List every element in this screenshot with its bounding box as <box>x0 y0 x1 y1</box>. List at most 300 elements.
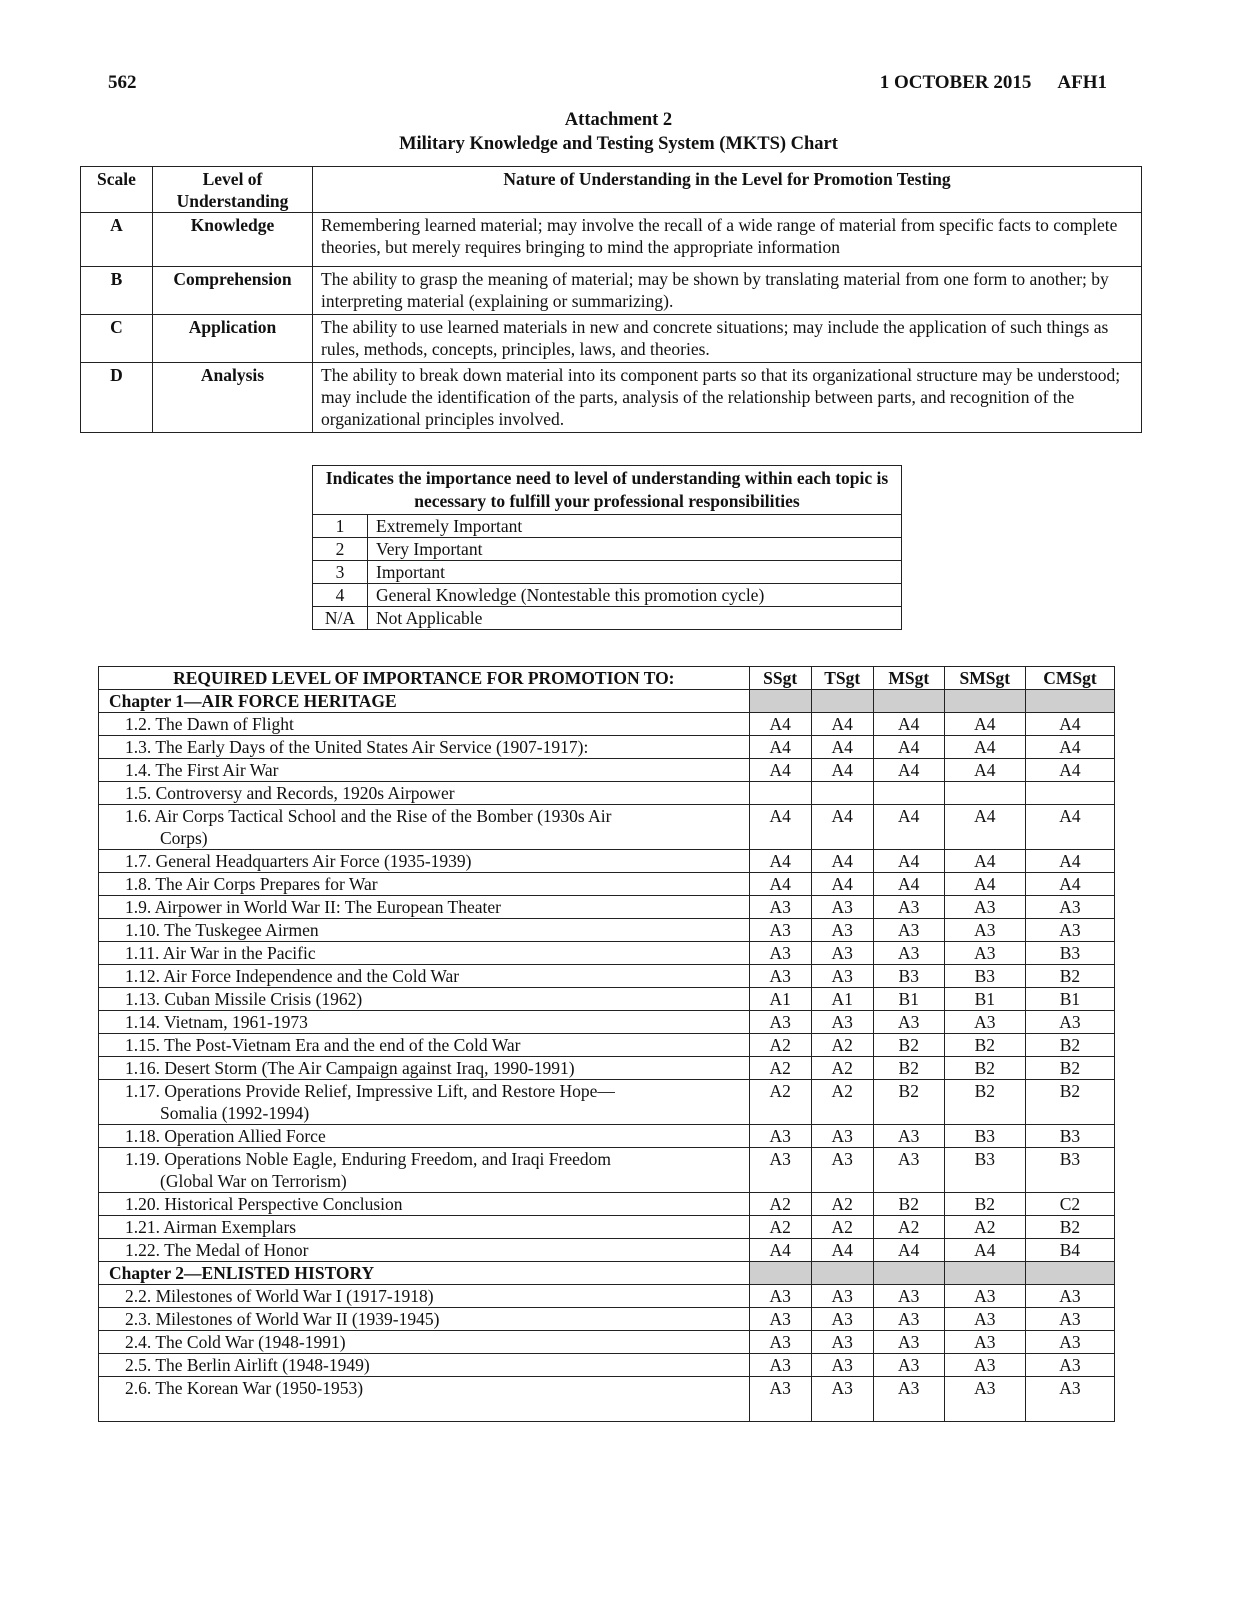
page-header <box>108 72 1107 98</box>
level-value: A3 <box>811 965 873 988</box>
topic-cell <box>99 1377 750 1422</box>
level-value: A3 <box>944 1331 1025 1354</box>
level-value: A4 <box>873 805 944 850</box>
level-value: A3 <box>1025 896 1114 919</box>
topic-title: The Medal of Honor <box>164 1240 309 1260</box>
topic-cell <box>99 1057 750 1080</box>
level-value: A3 <box>944 1011 1025 1034</box>
level-value: B1 <box>1025 988 1114 1011</box>
level-value: B2 <box>1025 1057 1114 1080</box>
topic-title: Air Force Independence and the Cold War <box>163 966 460 986</box>
header-smsgt: SMSgt <box>944 667 1025 690</box>
level-value: A3 <box>873 1148 944 1193</box>
level-value: B3 <box>1025 1125 1114 1148</box>
topic-number: 1.19. <box>125 1149 160 1169</box>
level-value: A4 <box>873 736 944 759</box>
topic-title-continued: Corps) <box>160 828 208 848</box>
level-value: A3 <box>1025 1011 1114 1034</box>
level-value: A4 <box>811 805 873 850</box>
chapter-shaded-cell <box>811 690 873 713</box>
level-value: A2 <box>749 1057 811 1080</box>
level-value: B2 <box>944 1080 1025 1125</box>
importance-label: Extremely Important <box>368 515 902 538</box>
topic-number: 1.8. <box>125 874 152 894</box>
level-value: A4 <box>1025 850 1114 873</box>
level-value: B2 <box>944 1057 1025 1080</box>
level-value <box>749 782 811 805</box>
scale-table <box>80 166 1142 433</box>
level-value: B1 <box>873 988 944 1011</box>
topic-title: Operations Provide Relief, Impressive Lift, and Restore Hope— <box>164 1081 615 1101</box>
level-value: B4 <box>1025 1239 1114 1262</box>
scale-row <box>81 315 1142 363</box>
level-value: A3 <box>944 1354 1025 1377</box>
chapter-shaded-cell <box>944 1262 1025 1285</box>
importance-label: Not Applicable <box>368 607 902 630</box>
level-value: A4 <box>873 713 944 736</box>
level-value: A3 <box>811 896 873 919</box>
topic-title: General Headquarters Air Force (1935-1939) <box>155 851 472 871</box>
nature-description: Remembering learned material; may involve the recall of a wide range of material from specific facts to complete theories, but merely requires bringing to mind the appropriate information <box>313 213 1142 267</box>
level-value: A3 <box>944 1377 1025 1422</box>
level-value: A1 <box>811 988 873 1011</box>
level-value: A3 <box>811 919 873 942</box>
topic-number: 1.4. <box>125 760 152 780</box>
level-value: A2 <box>811 1034 873 1057</box>
topic-cell <box>99 1193 750 1216</box>
topic-row <box>99 759 1115 782</box>
topic-cell <box>99 713 750 736</box>
level-value: A2 <box>749 1034 811 1057</box>
level-value: A2 <box>944 1216 1025 1239</box>
level-value: A2 <box>811 1080 873 1125</box>
topic-number: 2.4. <box>125 1332 152 1352</box>
nature-description: The ability to grasp the meaning of material; may be shown by translating material from one form to another; by interpreting material (explaining or summarizing). <box>313 267 1142 315</box>
topic-title: Air War in the Pacific <box>162 943 316 963</box>
attachment-title: Attachment 2 <box>564 110 673 130</box>
level-value: A3 <box>873 1377 944 1422</box>
level-value: A4 <box>1025 759 1114 782</box>
chapter-shaded-cell <box>873 1262 944 1285</box>
level-value: A3 <box>1025 1354 1114 1377</box>
level-value: B2 <box>944 1193 1025 1216</box>
level-value: A3 <box>811 942 873 965</box>
topic-cell <box>99 988 750 1011</box>
importance-label: General Knowledge (Nontestable this promotion cycle) <box>368 584 902 607</box>
topic-title: The Cold War (1948-1991) <box>155 1332 346 1352</box>
topic-row <box>99 1285 1115 1308</box>
topic-row <box>99 782 1115 805</box>
level-value: B2 <box>873 1057 944 1080</box>
topic-title: The First Air War <box>155 760 279 780</box>
importance-row <box>313 561 902 584</box>
chapter-title: Chapter 2—ENLISTED HISTORY <box>99 1262 750 1285</box>
topic-row <box>99 1239 1115 1262</box>
required-level-table <box>98 666 1115 1422</box>
level-value: A2 <box>811 1216 873 1239</box>
level-value: A3 <box>1025 1285 1114 1308</box>
topic-number: 1.9. <box>125 897 152 917</box>
topic-number: 1.6. <box>125 806 152 826</box>
topic-number: 1.17. <box>125 1081 160 1101</box>
chapter-shaded-cell <box>749 690 811 713</box>
level-value <box>944 782 1025 805</box>
importance-code: N/A <box>313 607 368 630</box>
topic-row <box>99 1377 1115 1422</box>
topic-title: Desert Storm (The Air Campaign against Iraq, 1990-1991) <box>164 1058 575 1078</box>
topic-row <box>99 1125 1115 1148</box>
topic-row <box>99 1080 1115 1125</box>
header-right <box>854 72 1107 94</box>
topic-title: The Dawn of Flight <box>155 714 294 734</box>
topic-title: The Early Days of the United States Air Service (1907-1917): <box>155 737 589 757</box>
topic-cell <box>99 942 750 965</box>
level-value: A4 <box>1025 736 1114 759</box>
scale-row <box>81 267 1142 315</box>
level-value: A4 <box>811 713 873 736</box>
topic-cell <box>99 1354 750 1377</box>
topic-title: Cuban Missile Crisis (1962) <box>164 989 363 1009</box>
level-value: A3 <box>873 919 944 942</box>
level-value: A4 <box>749 873 811 896</box>
level-value: A3 <box>811 1377 873 1422</box>
level-value: B3 <box>944 1125 1025 1148</box>
topic-title: Operations Noble Eagle, Enduring Freedom, and Iraqi Freedom <box>164 1149 611 1169</box>
level-value: A4 <box>749 805 811 850</box>
level-value: A3 <box>811 1354 873 1377</box>
topic-title: The Post-Vietnam Era and the end of the Cold War <box>164 1035 521 1055</box>
level-value: A3 <box>873 942 944 965</box>
topic-number: 1.7. <box>125 851 152 871</box>
topic-row <box>99 1331 1115 1354</box>
level-value: A3 <box>749 896 811 919</box>
level-value: A2 <box>811 1193 873 1216</box>
level-value: A4 <box>811 759 873 782</box>
level-value: A3 <box>873 1011 944 1034</box>
level-value: A3 <box>749 1011 811 1034</box>
topic-cell <box>99 873 750 896</box>
topic-cell <box>99 1285 750 1308</box>
level-value: A3 <box>873 1331 944 1354</box>
topic-row <box>99 1057 1115 1080</box>
scale-letter: C <box>81 315 153 363</box>
level-value: A1 <box>749 988 811 1011</box>
topic-cell <box>99 1308 750 1331</box>
level-value: A4 <box>944 713 1025 736</box>
level-value: B3 <box>1025 942 1114 965</box>
level-value: A4 <box>944 850 1025 873</box>
level-value: A3 <box>749 1331 811 1354</box>
level-value: A4 <box>811 850 873 873</box>
level-value: B3 <box>944 965 1025 988</box>
level-value: A2 <box>749 1216 811 1239</box>
topic-cell <box>99 919 750 942</box>
level-value: A4 <box>944 736 1025 759</box>
level-value: A3 <box>811 1308 873 1331</box>
topic-cell <box>99 965 750 988</box>
level-value: A3 <box>749 942 811 965</box>
level-value: A3 <box>1025 919 1114 942</box>
level-value: A3 <box>749 965 811 988</box>
level-value: B2 <box>873 1193 944 1216</box>
scale-letter: A <box>81 213 153 267</box>
level-of-understanding: Comprehension <box>153 267 313 315</box>
topic-cell <box>99 759 750 782</box>
level-value: A3 <box>873 1354 944 1377</box>
chapter-shaded-cell <box>811 1262 873 1285</box>
level-value: A4 <box>811 736 873 759</box>
level-value: A4 <box>749 736 811 759</box>
topic-row <box>99 896 1115 919</box>
topic-row <box>99 713 1115 736</box>
level-value: A3 <box>811 1125 873 1148</box>
topic-row <box>99 988 1115 1011</box>
scale-row <box>81 213 1142 267</box>
level-value <box>1025 782 1114 805</box>
level-value: A4 <box>1025 873 1114 896</box>
level-value: A4 <box>873 873 944 896</box>
level-value: A3 <box>944 942 1025 965</box>
importance-header-row <box>313 466 902 515</box>
level-value: B2 <box>1025 1216 1114 1239</box>
topic-row <box>99 1216 1115 1239</box>
topic-cell <box>99 1011 750 1034</box>
level-value: A4 <box>811 1239 873 1262</box>
level-value: A3 <box>749 919 811 942</box>
level-value: A3 <box>749 1308 811 1331</box>
importance-row <box>313 515 902 538</box>
importance-row <box>313 584 902 607</box>
topic-number: 1.5. <box>125 783 152 803</box>
topic-cell <box>99 1216 750 1239</box>
level-value: A4 <box>749 759 811 782</box>
level-value: A4 <box>1025 713 1114 736</box>
topic-number: 1.2. <box>125 714 152 734</box>
importance-code: 3 <box>313 561 368 584</box>
chapter-shaded-cell <box>749 1262 811 1285</box>
level-value: A3 <box>749 1148 811 1193</box>
topic-title: Air Corps Tactical School and the Rise of the Bomber (1930s Air <box>154 806 612 826</box>
level-value: B2 <box>873 1034 944 1057</box>
importance-label: Very Important <box>368 538 902 561</box>
level-value: A2 <box>749 1080 811 1125</box>
level-value: C2 <box>1025 1193 1114 1216</box>
nature-description: The ability to use learned materials in new and concrete situations; may include the application of such things as rules, methods, concepts, principles, laws, and theories. <box>313 315 1142 363</box>
topic-row <box>99 1034 1115 1057</box>
topic-number: 1.16. <box>125 1058 160 1078</box>
topic-number: 1.15. <box>125 1035 160 1055</box>
header-cmsgt: CMSgt <box>1025 667 1114 690</box>
topic-row <box>99 873 1115 896</box>
topic-row <box>99 942 1115 965</box>
importance-table <box>312 465 902 630</box>
chapter-shaded-cell <box>1025 690 1114 713</box>
topic-number: 1.14. <box>125 1012 160 1032</box>
level-value: A3 <box>1025 1308 1114 1331</box>
level-value: A3 <box>1025 1331 1114 1354</box>
importance-code: 4 <box>313 584 368 607</box>
topic-title: The Berlin Airlift (1948-1949) <box>155 1355 370 1375</box>
level-value: A3 <box>873 1125 944 1148</box>
level-value: A4 <box>944 873 1025 896</box>
level-value: B3 <box>1025 1148 1114 1193</box>
level-value: A3 <box>811 1285 873 1308</box>
level-value: A4 <box>873 1239 944 1262</box>
topic-row <box>99 736 1115 759</box>
level-value: A3 <box>873 1308 944 1331</box>
topic-row <box>99 919 1115 942</box>
level-value: A4 <box>873 850 944 873</box>
importance-code: 2 <box>313 538 368 561</box>
level-value <box>811 782 873 805</box>
topic-row <box>99 1308 1115 1331</box>
topic-cell <box>99 1331 750 1354</box>
topic-number: 1.21. <box>125 1217 160 1237</box>
level-value: A4 <box>873 759 944 782</box>
importance-label: Important <box>368 561 902 584</box>
level-value: A3 <box>873 896 944 919</box>
topic-row <box>99 1148 1115 1193</box>
importance-header: Indicates the importance need to level of understanding within each topic is necessary to fulfill your professional responsibilities <box>313 466 902 515</box>
header-tsgt: TSgt <box>811 667 873 690</box>
topic-cell <box>99 850 750 873</box>
level-value: A3 <box>749 1354 811 1377</box>
header-ssgt: SSgt <box>749 667 811 690</box>
topic-title: Milestones of World War I (1917-1918) <box>155 1286 434 1306</box>
header-doc-id: AFH1 <box>1057 72 1107 93</box>
level-value: B2 <box>873 1080 944 1125</box>
topic-number: 1.18. <box>125 1126 160 1146</box>
level-value: A4 <box>749 850 811 873</box>
level-value: A3 <box>873 1285 944 1308</box>
topic-number: 1.22. <box>125 1240 160 1260</box>
level-value: A3 <box>1025 1377 1114 1422</box>
level-value: A3 <box>944 919 1025 942</box>
level-value: B3 <box>944 1148 1025 1193</box>
topic-cell <box>99 736 750 759</box>
topic-title: The Korean War (1950-1953) <box>155 1378 364 1398</box>
required-header-title: REQUIRED LEVEL OF IMPORTANCE FOR PROMOTION TO: <box>99 667 750 690</box>
topic-cell <box>99 1125 750 1148</box>
topic-title: Controversy and Records, 1920s Airpower <box>155 783 455 803</box>
level-value: A4 <box>944 1239 1025 1262</box>
topic-number: 2.5. <box>125 1355 152 1375</box>
header-date: 1 OCTOBER 2015 <box>879 72 1032 93</box>
level-value: A3 <box>944 1308 1025 1331</box>
topic-number: 1.12. <box>125 966 160 986</box>
topic-cell <box>99 1239 750 1262</box>
topic-title: Vietnam, 1961-1973 <box>164 1012 308 1032</box>
level-value: A3 <box>811 1148 873 1193</box>
level-value: A4 <box>811 873 873 896</box>
header-nature: Nature of Understanding in the Level for Promotion Testing <box>313 167 1142 213</box>
topic-title-continued: Somalia (1992-1994) <box>160 1103 310 1123</box>
chapter-shaded-cell <box>873 690 944 713</box>
topic-title: The Air Corps Prepares for War <box>155 874 378 894</box>
chart-title: Military Knowledge and Testing System (MKTS) Chart <box>399 134 838 154</box>
chapter-row <box>99 1262 1115 1285</box>
importance-code: 1 <box>313 515 368 538</box>
topic-cell <box>99 805 750 850</box>
nature-description: The ability to break down material into its component parts so that its organizational structure may be understood; may include the identification of the parts, analysis of the relationship between parts, and recognition of the organizational principles involved. <box>313 363 1142 433</box>
topic-row <box>99 850 1115 873</box>
level-value: A4 <box>1025 805 1114 850</box>
scale-row <box>81 363 1142 433</box>
level-value: A3 <box>749 1285 811 1308</box>
importance-row <box>313 607 902 630</box>
topic-number: 1.20. <box>125 1194 160 1214</box>
scale-letter: B <box>81 267 153 315</box>
level-value: A3 <box>944 1285 1025 1308</box>
page-number: 562 <box>108 72 137 93</box>
level-value: B3 <box>873 965 944 988</box>
topic-cell <box>99 896 750 919</box>
level-value: A2 <box>811 1057 873 1080</box>
chapter-row <box>99 690 1115 713</box>
topic-row <box>99 965 1115 988</box>
document-titles <box>0 108 1237 156</box>
topic-cell <box>99 1034 750 1057</box>
topic-title: Historical Perspective Conclusion <box>164 1194 403 1214</box>
topic-number: 2.6. <box>125 1378 152 1398</box>
level-of-understanding: Knowledge <box>153 213 313 267</box>
level-value: A3 <box>811 1011 873 1034</box>
topic-cell <box>99 782 750 805</box>
topic-number: 1.10. <box>125 920 160 940</box>
scale-header-row <box>81 167 1142 213</box>
level-value: A3 <box>749 1377 811 1422</box>
topic-title: The Tuskegee Airmen <box>164 920 319 940</box>
topic-title: Airpower in World War II: The European Theater <box>154 897 501 917</box>
chapter-shaded-cell <box>1025 1262 1114 1285</box>
level-value: B2 <box>1025 965 1114 988</box>
topic-cell <box>99 1148 750 1193</box>
level-of-understanding: Application <box>153 315 313 363</box>
topic-title-continued: (Global War on Terrorism) <box>160 1171 347 1191</box>
topic-number: 1.13. <box>125 989 160 1009</box>
level-value: B2 <box>1025 1080 1114 1125</box>
topic-number: 2.2. <box>125 1286 152 1306</box>
level-value: A4 <box>944 759 1025 782</box>
level-of-understanding: Analysis <box>153 363 313 433</box>
chapter-shaded-cell <box>944 690 1025 713</box>
level-value: A4 <box>944 805 1025 850</box>
level-value: B2 <box>944 1034 1025 1057</box>
topic-title: Operation Allied Force <box>164 1126 326 1146</box>
chapter-title: Chapter 1—AIR FORCE HERITAGE <box>99 690 750 713</box>
level-value <box>873 782 944 805</box>
importance-row <box>313 538 902 561</box>
topic-title: Milestones of World War II (1939-1945) <box>155 1309 440 1329</box>
level-value: A4 <box>749 713 811 736</box>
header-scale: Scale <box>81 167 153 213</box>
topic-row <box>99 1011 1115 1034</box>
level-value: A3 <box>811 1331 873 1354</box>
level-value: A3 <box>749 1125 811 1148</box>
level-value: A2 <box>749 1193 811 1216</box>
level-value: A4 <box>749 1239 811 1262</box>
header-msgt: MSgt <box>873 667 944 690</box>
topic-number: 1.3. <box>125 737 152 757</box>
level-value: B1 <box>944 988 1025 1011</box>
topic-row <box>99 1193 1115 1216</box>
topic-cell <box>99 1080 750 1125</box>
required-header-row <box>99 667 1115 690</box>
topic-title: Airman Exemplars <box>163 1217 297 1237</box>
topic-number: 1.11. <box>125 943 160 963</box>
level-value: A2 <box>873 1216 944 1239</box>
header-level: Level of Understanding <box>153 167 313 213</box>
